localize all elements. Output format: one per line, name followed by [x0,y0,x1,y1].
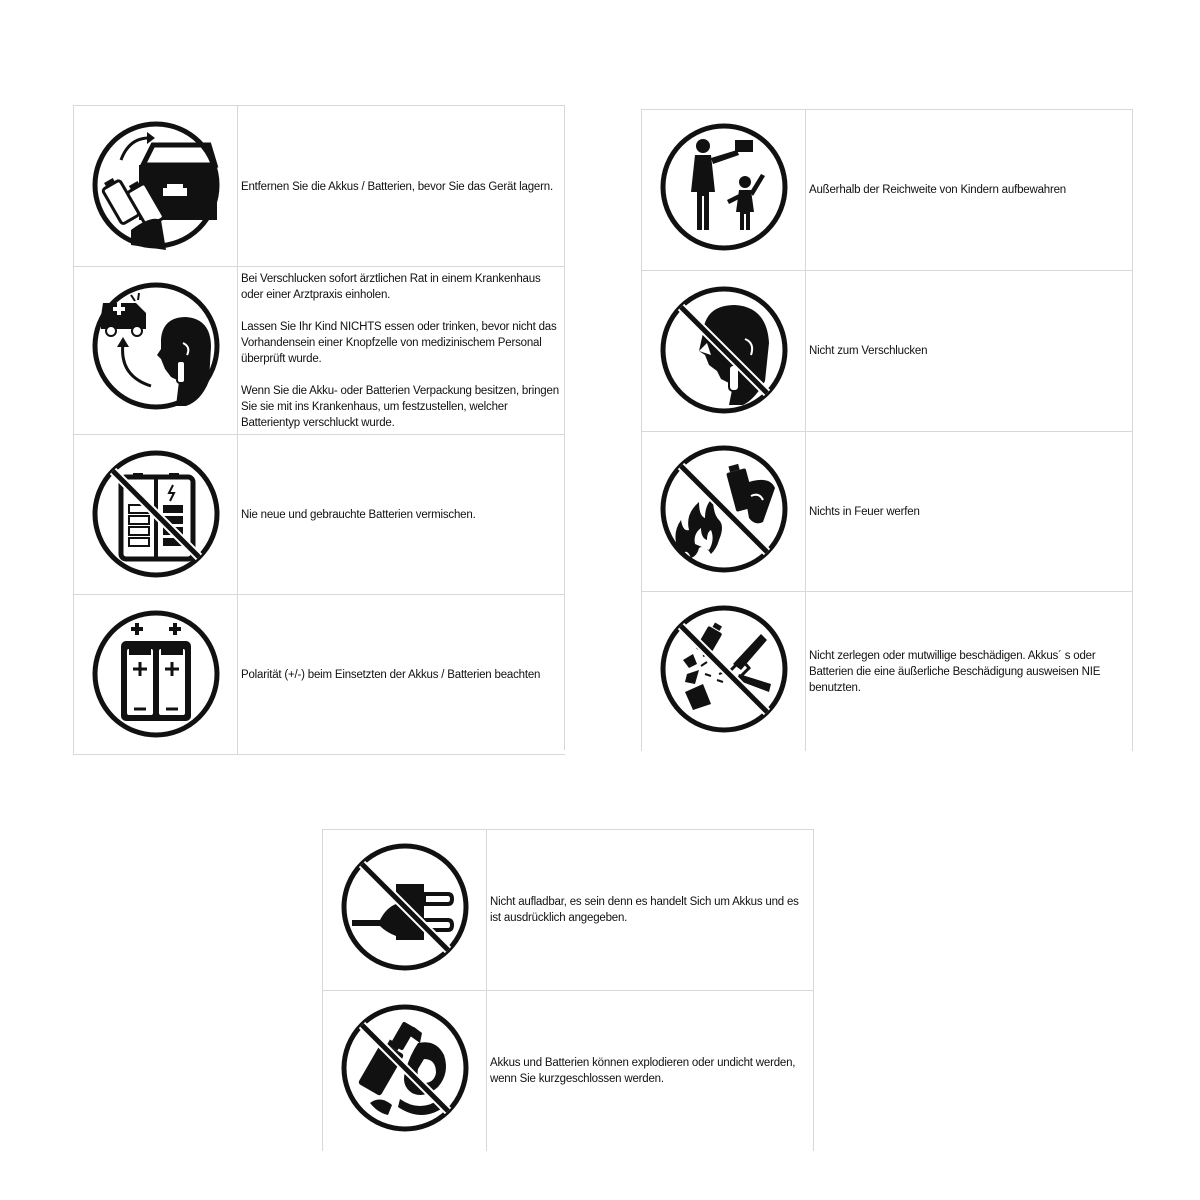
no-short-circuit-icon [340,1003,470,1133]
instruction-paragraph: Bei Verschlucken sofort ärztlichen Rat in einem Krankenhaus oder einer Arztpraxis einholen. [241,272,541,301]
instruction-paragraph: Nicht aufladbar, es sein denn es handelt Sich um Akkus und es ist ausdrücklich angegeben. [490,896,799,924]
table-row [73,434,565,594]
instruction-text [490,991,810,1151]
no-fire-icon [659,444,789,574]
instruction-paragraph: Akkus und Batterien können explodieren oder undicht werden, wenn Sie kurzgeschlossen werden. [490,1057,796,1085]
table-row [73,105,565,267]
instruction-text [241,435,561,594]
instruction-text [241,267,561,434]
table-row [641,270,1133,431]
table-row [641,591,1133,751]
table-row [641,431,1133,591]
icon-cell [73,106,238,267]
table-row [322,990,814,1151]
icon-cell [641,110,806,270]
no-mixing-batteries-icon [91,449,221,579]
instruction-text [809,271,1129,431]
instruction-text [241,595,561,754]
instruction-paragraph: Nichts in Feuer werfen [809,505,920,518]
bottom-warning-table [322,829,814,1151]
instruction-paragraph: Nicht zerlegen oder mutwillige beschädigen. Akkus´ s oder Batterien die eine äußerliche Beschädigung ausweisen NIE benutzten. [809,649,1101,694]
icon-cell [73,595,238,754]
right-warning-table [641,109,1133,751]
no-disassembly-icon [659,604,789,734]
keep-away-from-children-icon [659,122,789,252]
instruction-paragraph: Polarität (+/-) beim Einsetzten der Akkus / Batterien beachten [241,668,541,681]
instruction-text [809,592,1129,751]
swallowing-ambulance-icon [91,281,221,411]
icon-cell [641,592,806,751]
instruction-paragraph: Außerhalb der Reichweite von Kindern aufbewahren [809,184,1066,196]
icon-cell [322,830,487,990]
instruction-paragraph: Entfernen Sie die Akkus / Batterien, bevor Sie das Gerät lagern. [241,180,553,193]
battery-polarity-icon [91,609,221,739]
icon-cell [641,432,806,591]
icon-cell [322,991,487,1151]
icon-cell [641,271,806,431]
table-row [322,829,814,990]
no-swallowing-icon [659,285,789,415]
instruction-paragraph: Wenn Sie die Akku- oder Batterien Verpackung besitzen, bringen Sie sie mit ins Krankenhaus, um festzustellen, welcher Batterientyp verschluckt wurde. [241,384,559,429]
table-row [73,594,565,755]
table-row [641,109,1133,270]
instruction-text [809,110,1129,270]
no-charging-plug-icon [340,842,470,972]
icon-cell [73,435,238,594]
table-row [73,266,565,434]
instruction-paragraph: Nicht zum Verschlucken [809,345,928,357]
instruction-text [490,830,810,990]
instruction-text [809,432,1129,591]
storage-remove-battery-icon [91,120,221,250]
left-warning-table [73,105,565,755]
instruction-paragraph: Lassen Sie Ihr Kind NICHTS essen oder trinken, bevor nicht das Vorhandensein einer Knopfzelle von medizinischem Personal überprüft wurde. [241,320,557,365]
instruction-text [241,106,561,267]
icon-cell [73,267,238,434]
instruction-paragraph: Nie neue und gebrauchte Batterien vermischen. [241,508,476,521]
